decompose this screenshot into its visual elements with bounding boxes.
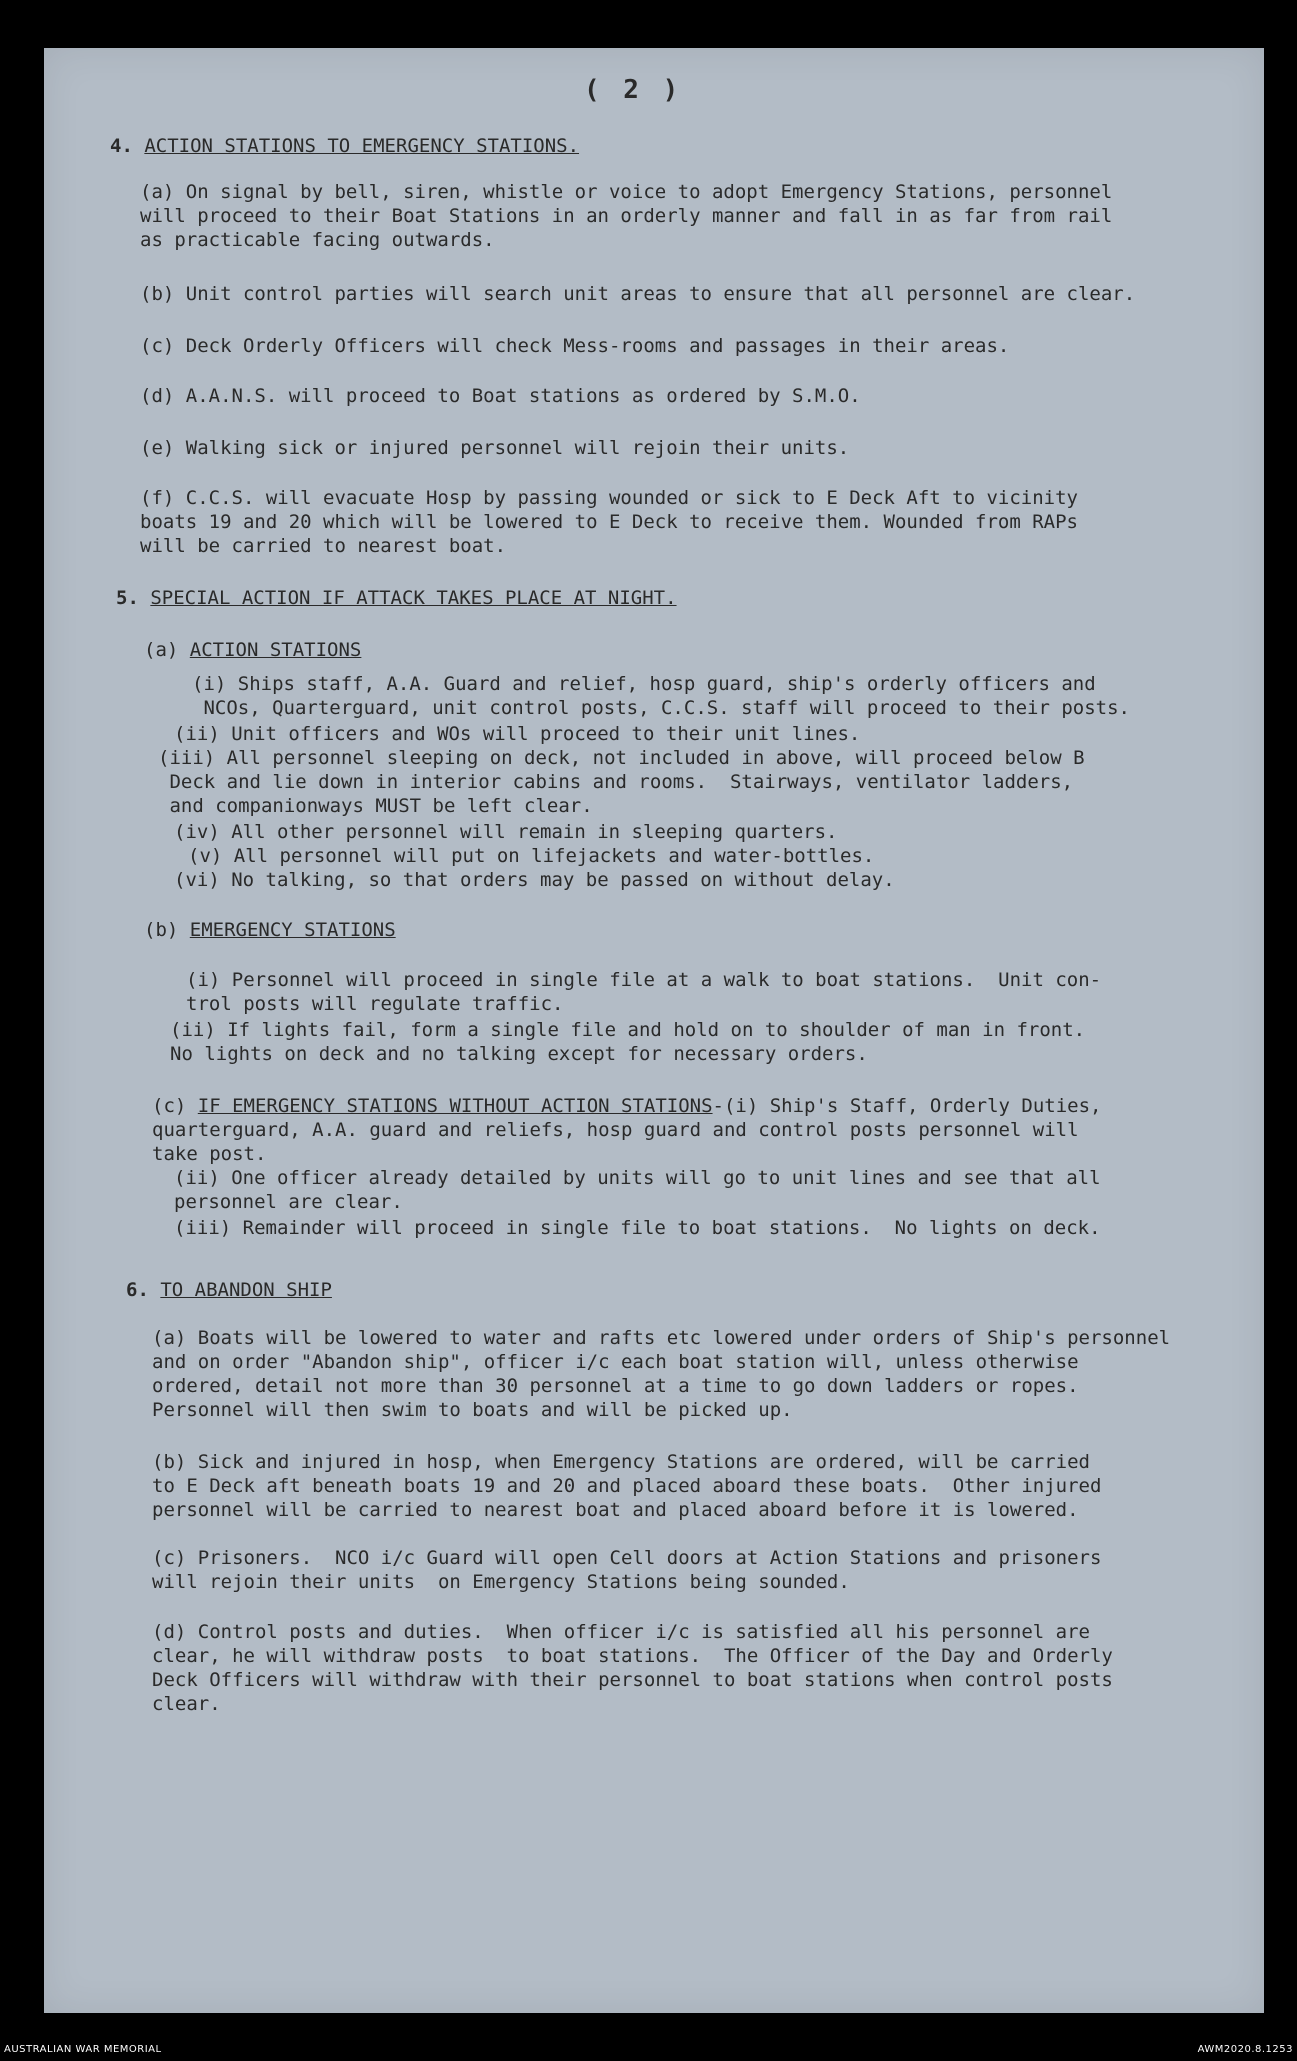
section-4-para-e: (e) Walking sick or injured personnel will rejoin their units.	[140, 437, 850, 459]
section-5a-prefix: (a)	[144, 639, 179, 661]
section-5a-title: ACTION STATIONS	[189, 639, 362, 661]
section-5c-item-iii: (iii) Remainder will proceed in single file to boat stations. No lights on deck.	[174, 1217, 1101, 1239]
section-5a-item-ii: (ii) Unit officers and WOs will proceed to their unit lines.	[174, 723, 861, 745]
section-5a-item-iv: (iv) All other personnel will remain in sleeping quarters.	[174, 821, 838, 843]
section-5c-item-ii: (ii) One officer already detailed by units will go to unit lines and see that all personnel are clear.	[174, 1167, 1101, 1213]
section-5b-title: EMERGENCY STATIONS	[189, 919, 396, 941]
section-4-para-b: (b) Unit control parties will search unit areas to ensure that all personnel are clear.	[140, 283, 1136, 305]
section-4-title: ACTION STATIONS TO EMERGENCY STATIONS.	[144, 135, 580, 157]
section-4-para-f: (f) C.C.S. will evacuate Hosp by passing wounded or sick to E Deck Aft to vicinity boats 19 and 20 which will be lowered to E Deck to receive them. Wounded from RAPs will be carried to nearest boat.	[140, 487, 1078, 557]
section-5c-title: IF EMERGENCY STATIONS WITHOUT ACTION STATIONS	[197, 1095, 713, 1117]
section-6-heading	[126, 1278, 332, 1302]
page-number: ( 2 )	[584, 75, 683, 105]
section-5-title: SPECIAL ACTION IF ATTACK TAKES PLACE AT NIGHT.	[150, 587, 677, 609]
section-5a-item-iii: (iii) All personnel sleeping on deck, not included in above, will proceed below B Deck and lie down in interior cabins and rooms. Stairways, ventilator ladders, and companionways MUST be left clear.	[158, 747, 1085, 817]
section-5c-prefix: (c)	[152, 1095, 187, 1117]
section-5a-item-i: (i) Ships staff, A.A. Guard and relief, hosp guard, ship's orderly officers and NCOs, Quarterguard, unit control posts, C.C.S. staff will proceed to their posts.	[192, 673, 1130, 719]
section-5-number: 5.	[116, 587, 139, 609]
section-5b-item-i: (i) Personnel will proceed in single file at a walk to boat stations. Unit con- trol posts will regulate traffic.	[186, 969, 1102, 1015]
footer-institution: AUSTRALIAN WAR MEMORIAL	[4, 2044, 162, 2055]
section-5c-text: -(i) Ship's Staff, Orderly Duties, quarterguard, A.A. guard and reliefs, hosp guard and control posts personnel will take post.	[152, 1095, 1102, 1165]
section-4-para-c: (c) Deck Orderly Officers will check Mess-rooms and passages in their areas.	[140, 335, 1010, 357]
document-body	[44, 48, 1264, 2013]
section-5-heading	[116, 586, 677, 610]
section-5a-heading	[144, 638, 361, 662]
section-4-para-a: (a) On signal by bell, siren, whistle or voice to adopt Emergency Stations, personnel will proceed to their Boat Stations in an orderly manner and fall in as far from rail as practicable facing outwards.	[140, 181, 1113, 251]
footer-catalogue-id: AWM2020.8.1253	[1197, 2044, 1293, 2055]
section-4-heading	[110, 134, 579, 158]
section-5c-block	[152, 1094, 1101, 1166]
section-6-para-c: (c) Prisoners. NCO i/c Guard will open Cell doors at Action Stations and prisoners will rejoin their units on Emergency Stations being sounded.	[152, 1547, 1102, 1593]
section-6-number: 6.	[126, 1279, 149, 1301]
section-5a-item-v: (v) All personnel will put on lifejackets and water-bottles.	[188, 845, 875, 867]
document-page	[44, 48, 1264, 2013]
section-5b-item-ii: (ii) If lights fail, form a single file and hold on to shoulder of man in front. No lights on deck and no talking except for necessary orders.	[170, 1019, 1086, 1065]
section-4-para-d: (d) A.A.N.S. will proceed to Boat stations as ordered by S.M.O.	[140, 385, 861, 407]
section-5b-heading	[144, 918, 396, 942]
section-4-number: 4.	[110, 135, 133, 157]
section-6-para-b: (b) Sick and injured in hosp, when Emergency Stations are ordered, will be carried to E Deck aft beneath boats 19 and 20 and placed aboard these boats. Other injured personnel will be carried to nearest boat and placed aboard before it is lowered.	[152, 1451, 1102, 1521]
section-6-title: TO ABANDON SHIP	[160, 1279, 332, 1301]
section-5b-prefix: (b)	[144, 919, 179, 941]
section-6-para-a: (a) Boats will be lowered to water and rafts etc lowered under orders of Ship's personnel and on order "Abandon ship", officer i/c each boat station will, unless otherwise ordered, detail not more than 30 personnel at a time to go down ladders or ropes. Personnel will then swim to boats and will be picked up.	[152, 1327, 1171, 1421]
section-5a-item-vi: (vi) No talking, so that orders may be passed on without delay.	[174, 869, 895, 891]
section-6-para-d: (d) Control posts and duties. When officer i/c is satisfied all his personnel are clear, he will withdraw posts to boat stations. The Officer of the Day and Orderly Deck Officers will withdraw with their personnel to boat stations when control posts clear.	[152, 1621, 1113, 1715]
